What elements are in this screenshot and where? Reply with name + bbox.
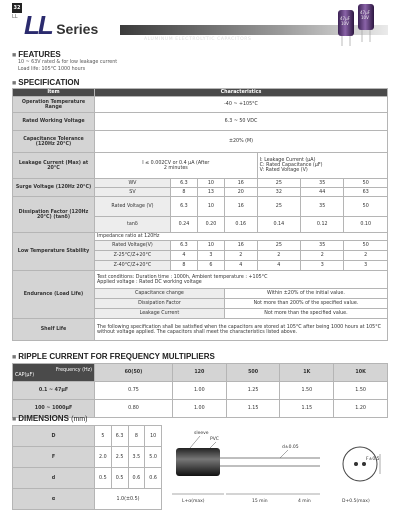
endurance-value: Not more than the specified value. [224,309,387,319]
l-dim-label: L+α(max) [182,499,205,504]
cap-tolerance-value: ±20% (M) [95,131,388,153]
cap-tolerance-label: Capacitance Tolerance (120Hz 20°C) [13,131,95,153]
lead-len2-label: 4 min [298,499,311,504]
page-number: 32 [13,5,21,11]
df-tan-cell: 0.10 [344,217,388,233]
rated-voltage-value: 6.3 ~ 50 VDC [95,113,388,131]
dim-row-label: D [13,426,95,447]
dimensions-table [12,425,162,510]
leakage-formula [95,153,258,179]
col-char-header: Characteristics [95,89,388,97]
capacitor-photo [306,4,386,46]
photo-text-2: 10V [341,21,349,26]
lt-rv-label: Rated Voltage(V) [95,241,171,251]
series-title [24,10,98,41]
endurance-label: Endurance (Load Life) [13,271,95,319]
series-code: LL [12,14,18,20]
dim-row-label: d [13,468,95,489]
surge-sv-cell: 44 [301,188,344,197]
feature-line-2: Load life: 105°C 1000 hours [18,67,86,72]
df-tan-cell: 0.16 [224,217,257,233]
surge-sv-label: SV [95,188,171,197]
surge-wv-cell: 35 [301,179,344,188]
surge-label: Surge Voltage (120Hz 20°C) [13,179,95,197]
surge-wv-label: WV [95,179,171,188]
lt-row2-cell: 3 [301,261,344,271]
dim-cell: 2.5 [111,447,128,468]
dim-row-label: F [13,447,95,468]
ripple-freq: 1K [280,364,334,382]
d-dim-label: D+0.5(max) [342,499,370,504]
surge-sv-cell: 20 [224,188,257,197]
lt-rv-cell: 6.3 [170,241,197,251]
endurance-value: Within ±20% of the initial value. [224,289,387,299]
lt-row2-cell: 4 [257,261,300,271]
bullet-icon: ■ [12,80,17,87]
leakage-formula-line-2: 2 minutes [163,165,188,171]
dissipation-label: Dissipation Factor (120Hz 20°C) (tanδ) [13,197,95,233]
sleeve-label: sleeve [194,431,209,436]
surge-wv-cell: 16 [224,179,257,188]
endurance-cond-2: Applied voltage : Rated DC working voltage [97,279,202,285]
f-dim-label: F±0.5 [366,457,380,462]
lt-rv-cell: 16 [224,241,257,251]
dim-row-label: α [13,489,95,510]
photo-text-3: 47μF [360,10,370,15]
ripple-corner [13,364,95,382]
lt-row1-cell: 2 [344,251,388,261]
specification-table [12,88,388,341]
ripple-freq: 60(50) [95,364,173,382]
bullet-icon: ■ [12,52,17,59]
bullet-icon: ■ [12,416,17,423]
ripple-cap: 100 ~ 1000μF [13,400,95,418]
dim-cell: 5.0 [145,447,162,468]
features-heading: ■ FEATURES [12,50,61,59]
ripple-corner-top: Frequency (Hz) [55,367,92,373]
lt-row1-cell: 2 [257,251,300,261]
surge-sv-cell: 13 [197,188,224,197]
df-rv-cell: 16 [224,197,257,217]
surge-sv-cell: 32 [257,188,300,197]
df-rv-label: Rated Voltage (V) [95,197,171,217]
lt-row2-cell: 6 [197,261,224,271]
op-temp-label: Operation Temperature Range [13,97,95,113]
leakage-legend [257,153,387,179]
ripple-cell: 1.15 [226,400,280,418]
lt-row1-cell: 2 [301,251,344,261]
ripple-heading: ■ RIPPLE CURRENT FOR FREQUENCY MULTIPLIERS [12,352,215,361]
df-rv-cell: 50 [344,197,388,217]
feature-line-1: 10 ~ 63V rated & for low leakage current [18,60,118,65]
lt-row1-cell: 2 [224,251,257,261]
endurance-value: Not more than 200% of the specified value. [224,299,387,309]
surge-wv-cell: 10 [197,179,224,188]
ripple-cell: 0.80 [95,400,173,418]
ripple-cell: 1.15 [280,400,334,418]
ripple-freq: 500 [226,364,280,382]
lt-rv-cell: 50 [344,241,388,251]
dimension-drawing [170,426,390,510]
surge-wv-cell: 25 [257,179,300,188]
header-bar-text: ALUMINUM ELECTROLYTIC CAPACITORS [144,37,252,42]
lead-dia-label: d±0.05 [282,445,299,450]
lt-rv-cell: 10 [197,241,224,251]
endurance-item: Capacitance change [95,289,225,299]
lt-row1-label: Z-25°C/Z+20°C [95,251,171,261]
endurance-item: Dissipation Factor [95,299,225,309]
ripple-cell: 1.20 [334,400,388,418]
series-word: Series [56,21,99,37]
ripple-cap: 0.1 ~ 47μF [13,382,95,400]
df-tan-cell: 0.24 [170,217,197,233]
ripple-freq: 10K [334,364,388,382]
lt-rv-cell: 35 [301,241,344,251]
endurance-cond-1: Test conditions: Duration time : 1000h, Ambient temperature : +105°C [97,274,268,280]
dim-cell: 2.0 [95,447,112,468]
ripple-cell: 1.25 [226,382,280,400]
dim-cell: 6.3 [111,426,128,447]
lead-len-label: 15 min [252,499,268,504]
lt-rv-cell: 25 [257,241,300,251]
surge-wv-cell: 50 [344,179,388,188]
leakage-legend-3: V: Rated Voltage (V) [259,168,308,173]
lt-row1-cell: 3 [197,251,224,261]
shelf-life-text: The following specification shall be satisfied when the capacitors are stored at 105°C after being 1000 hours at 105°C without voltage applied. The capacitors shall meet the characteristics listed above. [95,319,388,341]
col-item-header: Item [13,89,95,97]
rated-voltage-label: Rated Working Voltage [13,113,95,131]
op-temp-value: -40 ~ +105°C [95,97,388,113]
specification-heading: ■ SPECIFICATION [12,78,80,87]
dim-cell: 5 [95,426,112,447]
df-rv-cell: 6.3 [170,197,197,217]
df-tan-cell: 0.12 [301,217,344,233]
dim-cell: 0.6 [128,468,145,489]
dim-cell: 3.5 [128,447,145,468]
lt-row1-cell: 4 [170,251,197,261]
ripple-table [12,363,388,418]
dim-cell: 10 [145,426,162,447]
dimensions-heading: ■ DIMENSIONS (mm) [12,414,88,423]
leakage-legend-2: C: Rated Capacitance (μF) [259,163,323,168]
photo-text-1: 47μF [340,16,350,21]
surge-wv-cell: 6.3 [170,179,197,188]
lt-row2-cell: 8 [170,261,197,271]
lt-row2-cell: 4 [224,261,257,271]
bullet-icon: ■ [12,354,17,361]
low-temp-note: Impedance ratio at 120Hz [95,233,388,241]
df-tan-cell: 0.20 [197,217,224,233]
ripple-cell: 1.00 [172,382,226,400]
ripple-cell: 1.50 [334,382,388,400]
photo-text-4: 10V [361,15,369,20]
ripple-cell: 1.00 [172,400,226,418]
surge-sv-cell: 8 [170,188,197,197]
leakage-legend-1: I: Leakage Current (μA) [259,158,316,163]
shelf-life-label: Shelf Life [13,319,95,341]
df-rv-cell: 35 [301,197,344,217]
dimensions-unit: (mm) [71,416,88,423]
ripple-corner-bottom: CAP(μF) [15,372,35,378]
ripple-cell: 0.75 [95,382,173,400]
df-rv-cell: 10 [197,197,224,217]
df-tan-cell: 0.14 [257,217,300,233]
dim-cell: 1.0(±0.5) [95,489,162,510]
series-big-label: LL [24,10,52,40]
lt-row2-label: Z-40°C/Z+20°C [95,261,171,271]
dim-cell: 0.6 [145,468,162,489]
pvc-label: PVC [210,437,219,442]
leakage-formula-line-1: I ≤ 0.002CV or 0.4 μA (After [142,160,210,166]
surge-sv-cell: 63 [344,188,388,197]
endurance-item: Leakage Current [95,309,225,319]
dim-cell: 0.5 [95,468,112,489]
dim-cell: 8 [128,426,145,447]
dim-cell: 0.5 [111,468,128,489]
df-rv-cell: 25 [257,197,300,217]
endurance-conditions [95,271,388,289]
leakage-label: Leakage Current (Max) at 20°C [13,153,95,179]
low-temp-label: Low Temperature Stability [13,233,95,271]
df-tan-label: tanδ [95,217,171,233]
ripple-cell: 1.50 [280,382,334,400]
ripple-freq: 120 [172,364,226,382]
lt-row2-cell: 3 [344,261,388,271]
